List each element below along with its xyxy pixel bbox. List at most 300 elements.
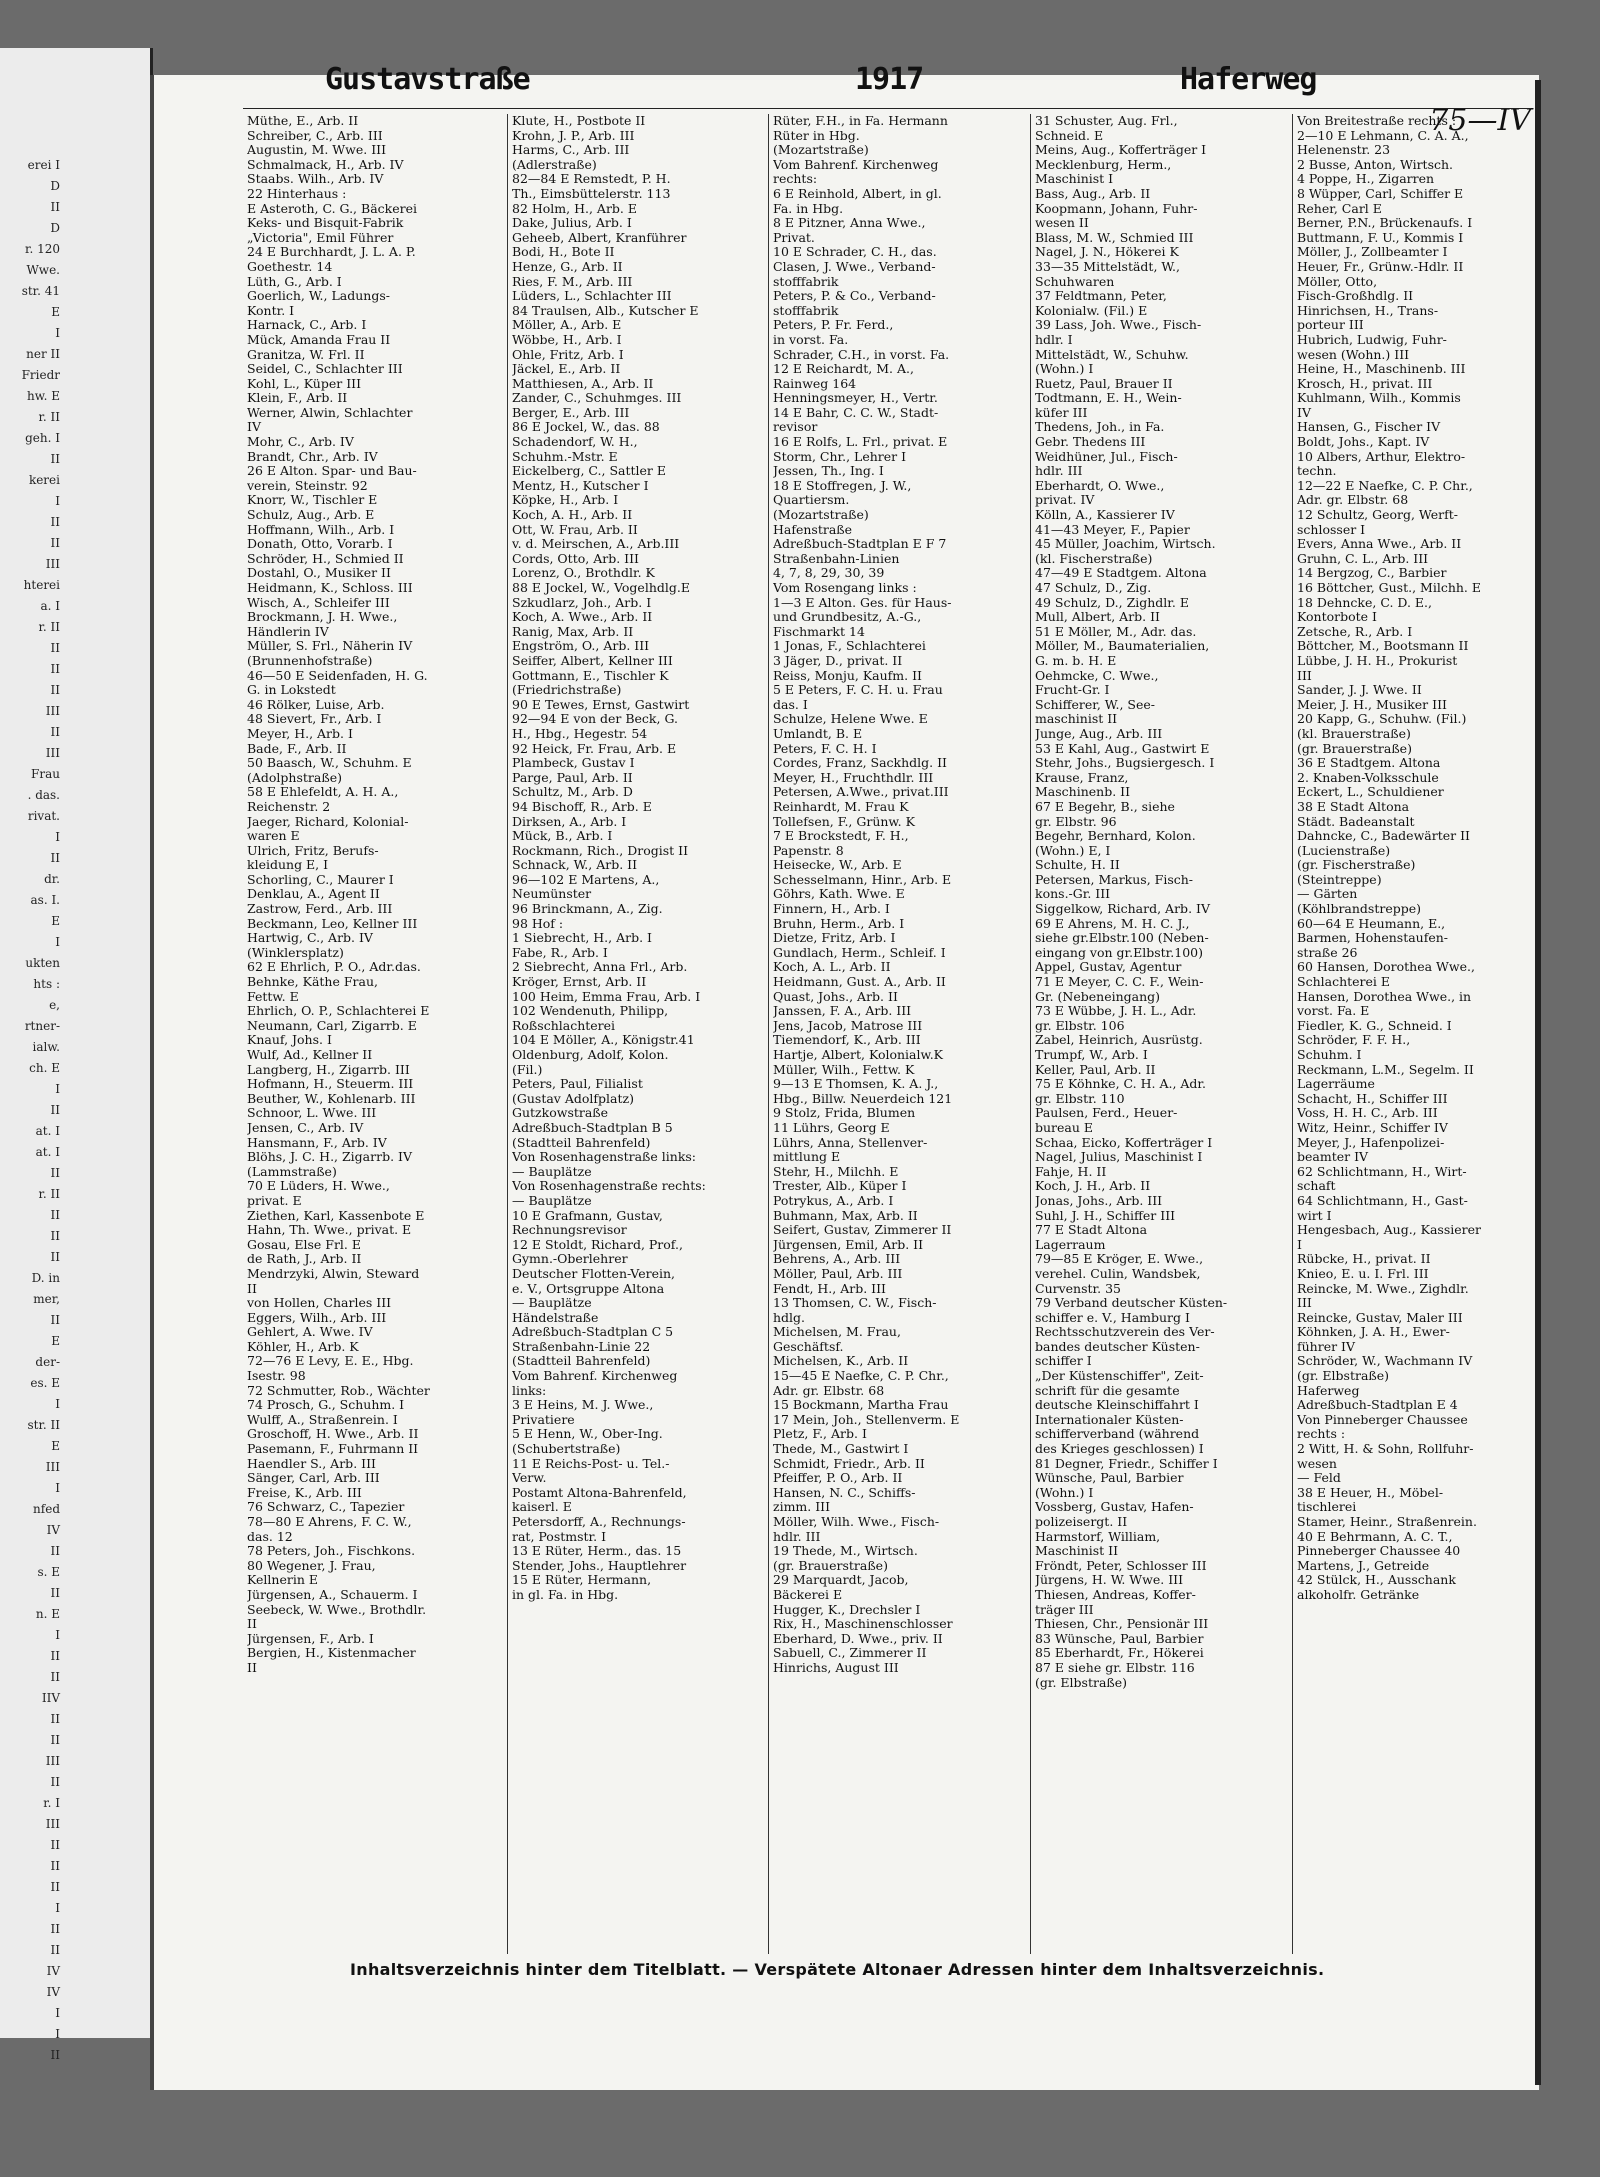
directory-entry-line: 4 Poppe, H., Zigarren [1297,172,1435,187]
directory-entry-line: Hbg., Billw. Neuerdeich 121 [773,1091,953,1106]
margin-fragment: III [45,704,60,718]
directory-entry-line: Brockmann, J. H. Wwe., [247,610,398,625]
directory-entry-line: des Krieges geschlossen) I [1035,1442,1204,1457]
directory-entry-line: Clasen, J. Wwe., Verband- [773,259,936,274]
directory-entry-line: Gutzkowstraße [512,1106,609,1121]
directory-entry-line: in gl. Fa. in Hbg. [512,1587,619,1602]
directory-entry-line: Mendrzyki, Alwin, Steward [247,1266,420,1281]
directory-entry-line: Finnern, H., Arb. I [773,902,890,917]
directory-entry-line: Bäckerei E [773,1587,843,1602]
margin-fragment: II [50,1166,60,1180]
directory-entry-line: Isestr. 98 [247,1369,306,1384]
directory-entry-line: maschinist II [1035,712,1118,727]
directory-entry-line: Sander, J. J. Wwe. II [1297,683,1422,698]
directory-entry-line: bureau E [1035,1120,1094,1135]
directory-entry-line: Stamer, Heinr., Straßenrein. [1297,1515,1477,1529]
directory-entry-line: Donath, Otto, Vorarb. I [247,537,393,552]
directory-entry-line: Rübcke, H., privat. II [1297,1252,1431,1267]
directory-entry-line: Stehr, Johs., Bugsiergesch. I [1035,756,1215,771]
directory-entry-line: von Hollen, Charles III [247,1296,392,1311]
directory-entry-line: „Victoria", Emil Führer [247,230,394,245]
directory-entry-line: Zastrow, Ferd., Arb. III [247,902,393,917]
directory-entry-line: Schröder, F. F. H., [1297,1033,1411,1048]
directory-entry-line: bandes deutscher Küsten- [1035,1339,1200,1354]
directory-entry-line: 78—80 E Ahrens, F. C. W., [247,1515,412,1529]
directory-entry-line: Von Breitestraße rechts : [1297,114,1457,128]
directory-entry-line: 3 Jäger, D., privat. II [773,653,903,668]
directory-entry-line: Buhmann, Max, Arb. II [773,1208,918,1223]
directory-entry-line: Kohl, L., Küper III [247,376,362,391]
directory-entry-line: Zabel, Heinrich, Ausrüstg. [1035,1033,1203,1048]
directory-entry-line: Bergien, H., Kistenmacher [247,1646,416,1661]
directory-entry-line: Vom Bahrenf. Kirchenweg [773,157,939,172]
directory-entry-line: Fettw. E [247,989,299,1004]
directory-entry-line: Nagel, J. N., Hökerei K [1035,245,1179,260]
directory-entry-line: 49 Schulz, D., Zighdlr. E [1035,595,1189,610]
directory-entry-line: 70 E Lüders, H. Wwe., [247,1179,390,1194]
directory-entry-line: Lübbe, J. H. H., Prokurist [1297,653,1458,668]
margin-fragment: II [50,851,60,865]
directory-entry-line: Denklau, A., Agent II [247,887,380,902]
margin-fragment: . das. [27,788,60,802]
directory-entry-line: 29 Marquardt, Jacob, [773,1573,909,1588]
margin-fragment: II [50,1922,60,1936]
directory-entry-line: (Wohn.) I [1035,1485,1094,1500]
directory-entry-line: Harnack, C., Arb. I [247,318,367,333]
directory-entry-line: Meins, Aug., Kofferträger I [1035,143,1207,158]
directory-entry-line: 51 E Möller, M., Adr. das. [1035,624,1197,639]
directory-entry-line: Goethestr. 14 [247,259,333,274]
directory-entry-line: 75 E Köhnke, C. H. A., Adr. [1035,1077,1206,1092]
directory-entry-line: Geheeb, Albert, Kranführer [512,230,687,245]
directory-entry-line: v. d. Meirschen, A., Arb.III [512,537,680,552]
directory-entry-line: Meyer, J., Hafenpolizei- [1297,1135,1445,1150]
directory-entry-line: Harms, C., Arb. III [512,143,630,158]
directory-entry-line: Schröder, H., Schmied II [247,551,404,566]
directory-entry-line: II [247,1281,257,1296]
directory-entry-line: tischlerei [1297,1500,1357,1515]
directory-entry-line: Lagerräume [1297,1077,1375,1092]
margin-fragment: II [50,1859,60,1873]
directory-entry-line: G. in Lokstedt [247,683,336,698]
directory-entry-line: 53 E Kahl, Aug., Gastwirt E [1035,741,1210,756]
directory-entry-line: Seiffer, Albert, Kellner III [512,653,673,668]
directory-entry-line: techn. [1297,464,1337,479]
directory-entry-line: 60—64 E Heumann, E., [1297,916,1446,931]
directory-entry-line: Ulrich, Fritz, Berufs- [247,843,379,858]
directory-entry-line: 16 E Rolfs, L. Frl., privat. E [773,435,948,450]
margin-fragment: Friedr [21,368,60,382]
directory-entry-line: 38 E Stadt Altona [1297,799,1410,814]
directory-entry-line: Vossberg, Gustav, Hafen- [1035,1500,1194,1515]
directory-entry-line: Schesselmann, Hinr., Arb. E [773,872,952,887]
directory-entry-line: Hinrichs, August III [773,1660,899,1675]
directory-entry-line: Jürgensen, Emil, Arb. II [773,1237,924,1252]
margin-fragment: I [55,1397,60,1411]
directory-entry-line: Behnke, Käthe Frau, [247,975,378,990]
directory-entry-line: I [1297,1237,1302,1252]
margin-fragment: II [50,2048,60,2062]
directory-entry-line: 24 E Burchhardt, J. L. A. P. [247,245,416,260]
directory-entry-line: 7 E Brockstedt, F. H., [773,829,909,844]
margin-fragment: r. I [43,1796,60,1810]
directory-entry-line: 2 Siebrecht, Anna Frl., Arb. [512,960,688,975]
directory-entry-line: Möller, Otto, [1297,274,1378,289]
directory-entry-line: 8 Wüpper, Carl, Schiffer E [1297,186,1464,201]
column-5 [1297,114,1529,1954]
margin-fragment: II [50,1208,60,1222]
directory-entry-line: 4, 7, 8, 29, 30, 39 [773,566,885,581]
directory-entry-line: Eckert, L., Schuldiener [1297,785,1444,800]
margin-fragment: mer, [33,1292,60,1306]
directory-entry-line: Boldt, Johs., Kapt. IV [1297,435,1430,450]
directory-entry-line: rat, Postmstr. I [512,1529,607,1544]
margin-fragment: str. 41 [21,284,60,298]
margin-fragment: II [50,683,60,697]
directory-entry-line: Hahn, Th. Wwe., privat. E [247,1223,412,1238]
margin-fragment: I [55,1901,60,1915]
directory-entry-line: hdlr. I [1035,332,1073,347]
directory-entry-line: 90 E Tewes, Ernst, Gastwirt [512,697,690,712]
directory-entry-line: 14 Bergzog, C., Barbier [1297,566,1447,581]
directory-entry-line: Michelsen, M. Frau, [773,1325,901,1340]
margin-fragment: II [50,1712,60,1726]
directory-entry-line: Zander, C., Schuhmges. III [512,391,682,406]
directory-entry-line: e. V., Ortsgruppe Altona [512,1281,665,1296]
directory-entry-line: Pfeiffer, P. O., Arb. II [773,1471,903,1486]
directory-entry-line: Hoffmann, Wilh., Arb. I [247,522,395,537]
directory-entry-line: Cordes, Franz, Sackhdlg. II [773,756,947,771]
directory-entry-line: Geschäftsf. [773,1339,844,1354]
directory-entry-line: Schmalmack, H., Arb. IV [247,157,404,172]
directory-entry-line: Keks- und Bisquit-Fabrik [247,216,404,231]
directory-entry-line: E Asteroth, C. G., Bäckerei [247,201,417,216]
directory-entry-line: Heuer, Fr., Grünw.-Hdlr. II [1297,259,1464,274]
directory-entry-line: Kölln, A., Kassierer IV [1035,508,1175,523]
directory-entry-line: Koch, A. H., Arb. II [512,508,633,523]
directory-entry-line: hdlr. III [1035,464,1083,479]
directory-entry-line: Junge, Aug., Arb. III [1035,726,1163,741]
directory-entry-line: (Lucienstraße) [1297,843,1391,858]
directory-entry-line: Stehr, H., Milchh. E [773,1164,899,1179]
margin-fragment: IV [46,1964,60,1978]
directory-entry-line: — Bauplätze [512,1164,592,1179]
directory-entry-line: Adr. gr. Elbstr. 68 [773,1383,885,1398]
directory-entry-line: Siggelkow, Richard, Arb. IV [1035,902,1210,917]
directory-entry-line: 47 Schulz, D., Zig. [1035,581,1152,595]
directory-entry-line: (Gustav Adolfplatz) [512,1091,634,1106]
directory-entry-line: Umlandt, B. E [773,726,863,741]
directory-entry-line: Michelsen, K., Arb. II [773,1354,909,1369]
directory-entry-line: Storm, Chr., Lehrer I [773,449,907,464]
header-right-street: Haferweg [1180,62,1317,97]
directory-entry-line: Voss, H. H. C., Arb. III [1297,1106,1438,1121]
directory-entry-line: wesen [1297,1456,1337,1471]
directory-entry-line: Kröger, Ernst, Arb. II [512,975,647,990]
directory-entry-line: Adreßbuch-Stadtplan E F 7 [773,537,947,552]
margin-fragment: IIV [41,1691,60,1705]
directory-entry-line: 84 Traulsen, Alb., Kutscher E [512,303,699,318]
directory-entry-line: 82 Holm, H., Arb. E [512,201,637,216]
directory-entry-line: 9—13 E Thomsen, K. A. J., [773,1077,939,1092]
directory-entry-line: 81 Degner, Friedr., Schiffer I [1035,1456,1218,1471]
margin-fragment: II [50,200,60,214]
directory-entry-line: (Wohn.) E, I [1035,843,1111,858]
margin-fragment: I [55,1628,60,1642]
directory-entry-line: Gebr. Thedens III [1035,435,1146,450]
directory-entry-line: Engström, O., Arb. III [512,639,650,654]
directory-entry-line: Hansmann, F., Arb. IV [247,1135,387,1150]
margin-fragment: erei I [27,158,60,172]
directory-entry-line: Dietze, Fritz, Arb. I [773,931,896,946]
directory-entry-line: Vom Rosengang links : [773,581,917,595]
directory-entry-line: — Feld [1297,1471,1341,1486]
directory-entry-line: Maschinist II [1035,1544,1119,1559]
margin-fragment: II [50,452,60,466]
directory-entry-line: 31 Schuster, Aug. Frl., [1035,114,1178,128]
margin-fragment: D [50,179,60,193]
directory-entry-line: 76 Schwarz, C., Tapezier [247,1500,405,1515]
directory-entry-line: 15—45 E Naefke, C. P. Chr., [773,1369,949,1384]
directory-entry-line: Schuhm. I [1297,1048,1362,1062]
directory-entry-line: hdlg. [773,1310,806,1325]
directory-entry-line: Rainweg 164 [773,376,857,391]
directory-entry-line: Möller, Wilh. Wwe., Fisch- [773,1515,940,1529]
directory-entry-line: 1 Siebrecht, H., Arb. I [512,931,652,946]
directory-entry-line: 2—10 E Lehmann, C. A. A., [1297,128,1469,143]
directory-entry-line: 10 E Schrader, C. H., das. [773,245,937,260]
directory-entry-line: Lüders, L., Schlachter III [512,289,672,304]
directory-entry-line: Von Rosenhagenstraße rechts: [512,1179,706,1194]
directory-entry-line: das. I [773,697,808,712]
directory-entry-line: Hengesbach, Aug., Kassierer [1297,1223,1481,1238]
directory-entry-line: Klein, F., Arb. II [247,391,348,406]
directory-entry-line: 1 Jonas, F., Schlachterei [773,639,926,654]
directory-entry-line: 92—94 E von der Beck, G. [512,712,678,727]
margin-fragment: IV [46,1523,60,1537]
directory-entry-line: II [247,1617,257,1632]
directory-entry-line: Dahncke, C., Badewärter II [1297,829,1470,844]
directory-entry-line: 40 E Behrmann, A. C. T., [1297,1529,1453,1544]
directory-entry-line: 79 Verband deutscher Küsten- [1035,1296,1228,1311]
directory-entry-line: kons.-Gr. III [1035,887,1111,902]
directory-entry-line: Barmen, Hohenstaufen- [1297,931,1449,946]
directory-entry-line: Reincke, Gustav, Maler III [1297,1310,1463,1325]
directory-entry-line: Stender, Johs., Hauptlehrer [512,1558,687,1573]
directory-entry-line: Reincke, M. Wwe., Zighdlr. [1297,1281,1469,1296]
directory-entry-line: Eggers, Wilh., Arb. III [247,1310,387,1325]
directory-entry-line: polizeisergt. II [1035,1515,1128,1529]
directory-entry-line: führer IV [1297,1339,1356,1354]
directory-entry-line: eingang von gr.Elbstr.100) [1035,945,1203,960]
margin-fragment: a. I [40,599,60,613]
margin-fragment: at. I [35,1145,60,1159]
directory-entry-line: (Stadtteil Bahrenfeld) [512,1354,651,1369]
directory-entry-line: 2 Witt, H. & Sohn, Rollfuhr- [1297,1442,1474,1457]
margin-fragment: der- [35,1355,60,1369]
directory-entry-line: 64 Schlichtmann, H., Gast- [1297,1193,1468,1208]
directory-entry-line: Vom Bahrenf. Kirchenweg [512,1369,678,1384]
directory-entry-line: Gosau, Else Frl. E [247,1237,362,1252]
directory-entry-line: Klute, H., Postbote II [512,114,646,128]
directory-entry-line: Goerlich, W., Ladungs- [247,289,390,304]
directory-entry-line: straße 26 [1297,945,1358,960]
directory-entry-line: Mecklenburg, Herm., [1035,157,1172,172]
directory-entry-line: Berner, P.N., Brückenaufs. I [1297,216,1473,231]
directory-entry-line: deutsche Kleinschiffahrt I [1035,1398,1199,1413]
directory-entry-line: Mentz, H., Kutscher I [512,478,649,493]
margin-fragment: II [50,641,60,655]
directory-entry-line: Möller, Paul, Arb. III [773,1266,903,1281]
directory-entry-line: (Stadtteil Bahrenfeld) [512,1135,651,1150]
directory-entry-line: Peters, P. & Co., Verband- [773,289,936,304]
directory-entry-line: 10 Albers, Arthur, Elektro- [1297,449,1466,464]
margin-fragment: rivat. [27,809,60,823]
directory-entry-line: Müller, Wilh., Fettw. K [773,1062,915,1077]
directory-entry-line: porteur III [1297,318,1364,333]
directory-entry-line: Kolonialw. (Fil.) E [1035,303,1148,318]
directory-entry-line: verehel. Culin, Wandsbek, [1035,1266,1201,1281]
directory-entry-line: vorst. Fa. E [1297,1004,1370,1019]
directory-entry-line: stofffabrik [773,274,839,289]
directory-entry-line: Eickelberg, C., Sattler E [512,464,666,479]
directory-entry-line: Blöhs, J. C. H., Zigarrb. IV [247,1150,412,1165]
directory-entry-line: Adreßbuch-Stadtplan C 5 [512,1325,674,1340]
directory-entry-line: Parge, Paul, Arb. II [512,770,633,785]
directory-entry-line: 8 E Pitzner, Anna Wwe., [773,216,926,231]
directory-entry-line: Schnack, W., Arb. II [512,858,638,873]
directory-entry-line: Ott, W. Frau, Arb. II [512,522,638,537]
margin-fragment: ialw. [32,1040,60,1054]
directory-entry-line: Koch, A. Wwe., Arb. II [512,610,653,625]
directory-entry-line: 19 Thede, M., Wirtsch. [773,1544,918,1559]
directory-entry-line: schaft [1297,1179,1336,1194]
margin-fragment: hw. E [27,389,60,403]
directory-entry-line: Oldenburg, Adolf, Kolon. [512,1048,669,1062]
directory-entry-line: Harmstorf, William, [1035,1529,1161,1544]
directory-entry-line: Wünsche, Paul, Barbier [1035,1471,1184,1486]
margin-fragment: I [55,2006,60,2020]
directory-entry-line: Möller, M., Baumaterialien, [1035,639,1210,654]
directory-entry-line: Behrens, A., Arb. III [773,1252,901,1267]
directory-entry-line: Brandt, Chr., Arb. IV [247,449,378,464]
margin-fragment: II [50,1880,60,1894]
directory-entry-line: schiffer I [1035,1354,1092,1369]
directory-entry-line: Mittelstädt, W., Schuhw. [1035,347,1189,362]
directory-entry-line: Seidel, C., Schlachter III [247,362,403,377]
column-4 [1035,114,1290,1954]
directory-entry-line: Peters, F. C. H. I [773,741,877,756]
directory-entry-line: Jäckel, E., Arb. II [512,362,621,377]
directory-entry-line: hdlr. III [773,1529,821,1544]
margin-fragment: I [55,1481,60,1495]
directory-entry-line: (Lammstraße) [247,1164,337,1179]
directory-entry-line: (kl. Fischerstraße) [1035,551,1153,566]
directory-entry-line: zimm. III [773,1500,831,1515]
directory-entry-line: wesen (Wohn.) III [1297,347,1410,362]
margin-fragment: E [51,305,60,319]
directory-entry-line: 13 Thomsen, C. W., Fisch- [773,1296,937,1311]
directory-entry-line: Privatiere [512,1412,575,1427]
margin-fragment: I [55,326,60,340]
directory-entry-line: Köpke, H., Arb. I [512,493,619,508]
margin-fragment: III [45,1754,60,1768]
directory-entry-line: Mull, Albert, Arb. II [1035,610,1160,625]
directory-entry-line: 72 Schmutter, Rob., Wächter [247,1383,430,1398]
directory-entry-line: 17 Mein, Joh., Stellenverm. E [773,1412,960,1427]
directory-entry-line: in vorst. Fa. [773,332,849,347]
directory-entry-line: Köhnken, J. A. H., Ewer- [1297,1325,1450,1340]
directory-entry-line: Schröder, W., Wachmann IV [1297,1354,1473,1369]
margin-fragment: II [50,725,60,739]
directory-entry-line: Lorenz, O., Brothdlr. K [512,566,655,581]
directory-entry-line: (kl. Brauerstraße) [1297,726,1411,741]
directory-entry-line: 98 Hof : [512,916,564,931]
directory-entry-line: Schulze, Helene Wwe. E [773,712,928,727]
directory-entry-line: Rüter in Hbg. [773,128,860,143]
directory-entry-line: Heine, H., Maschinenb. III [1297,362,1466,377]
directory-entry-line: Quast, Johs., Arb. II [773,989,898,1004]
margin-fragment: II [50,1670,60,1684]
directory-entry-line: Petersdorff, A., Rechnungs- [512,1515,686,1529]
directory-entry-line: Schifferer, W., See- [1035,697,1155,712]
directory-entry-line: Fa. in Hbg. [773,201,844,216]
directory-entry-line: Rechnungsrevisor [512,1223,627,1238]
directory-entry-line: Straßenbahn-Linien [773,551,900,566]
directory-entry-line: „Der Küstenschiffer", Zeit- [1035,1369,1204,1384]
directory-entry-line: Henze, G., Arb. II [512,259,623,274]
directory-entry-line: küfer III [1035,405,1088,420]
margin-fragment: II [50,1103,60,1117]
directory-entry-line: Hansen, G., Fischer IV [1297,420,1441,435]
directory-entry-line: Cords, Otto, Arb. III [512,551,639,566]
directory-entry-line: 36 E Stadtgem. Altona [1297,756,1441,771]
margin-fragment: D. in [31,1271,60,1285]
directory-entry-line: träger III [1035,1602,1094,1617]
directory-entry-line: Fröndt, Peter, Schlosser III [1035,1558,1207,1573]
directory-entry-line: Koopmann, Johann, Fuhr- [1035,201,1198,216]
directory-entry-line: II [247,1660,257,1675]
directory-entry-line: Straßenbahn-Linie 22 [512,1339,651,1354]
directory-entry-line: Reichenstr. 2 [247,799,331,814]
directory-entry-line: Peters, P. Fr. Ferd., [773,318,894,333]
directory-entry-line: — Bauplätze [512,1193,592,1208]
directory-entry-line: beamter IV [1297,1150,1369,1165]
directory-entry-line: III [1297,668,1312,683]
directory-entry-line: Suhl, J. H., Schiffer III [1035,1208,1176,1223]
margin-fragment: r. II [38,620,60,634]
directory-entry-line: Jürgensen, A., Schauerm. I [247,1587,418,1602]
directory-entry-line: Fiedler, K. G., Schneid. I [1297,1018,1452,1033]
directory-entry-line: Krause, Franz, [1035,770,1129,785]
directory-entry-line: Schmidt, Friedr., Arb. II [773,1456,925,1471]
directory-entry-line: Wulf, Ad., Kellner II [247,1048,373,1062]
margin-fragment: e, [49,998,60,1012]
directory-entry-line: Thedens, Joh., in Fa. [1035,420,1165,435]
directory-entry-line: schiffer e. V., Hamburg I [1035,1310,1190,1325]
directory-entry-line: Kuhlmann, Wilh., Kommis [1297,391,1461,406]
directory-entry-line: Dostahl, O., Musiker II [247,566,391,581]
margin-fragment: Wwe. [26,263,60,277]
directory-entry-line: (gr. Elbstraße) [1035,1675,1128,1690]
directory-entry-line: Sabuell, C., Zimmerer II [773,1646,927,1661]
directory-entry-line: Tiemendorf, K., Arb. III [773,1033,921,1048]
directory-entry-line: Blass, M. W., Schmied III [1035,230,1194,245]
directory-entry-line: 92 Heick, Fr. Frau, Arb. E [512,741,677,756]
directory-entry-line: 77 E Stadt Altona [1035,1223,1148,1238]
directory-entry-line: Fahje, H. II [1035,1164,1107,1179]
directory-entry-line: Ohle, Fritz, Arb. I [512,347,624,362]
